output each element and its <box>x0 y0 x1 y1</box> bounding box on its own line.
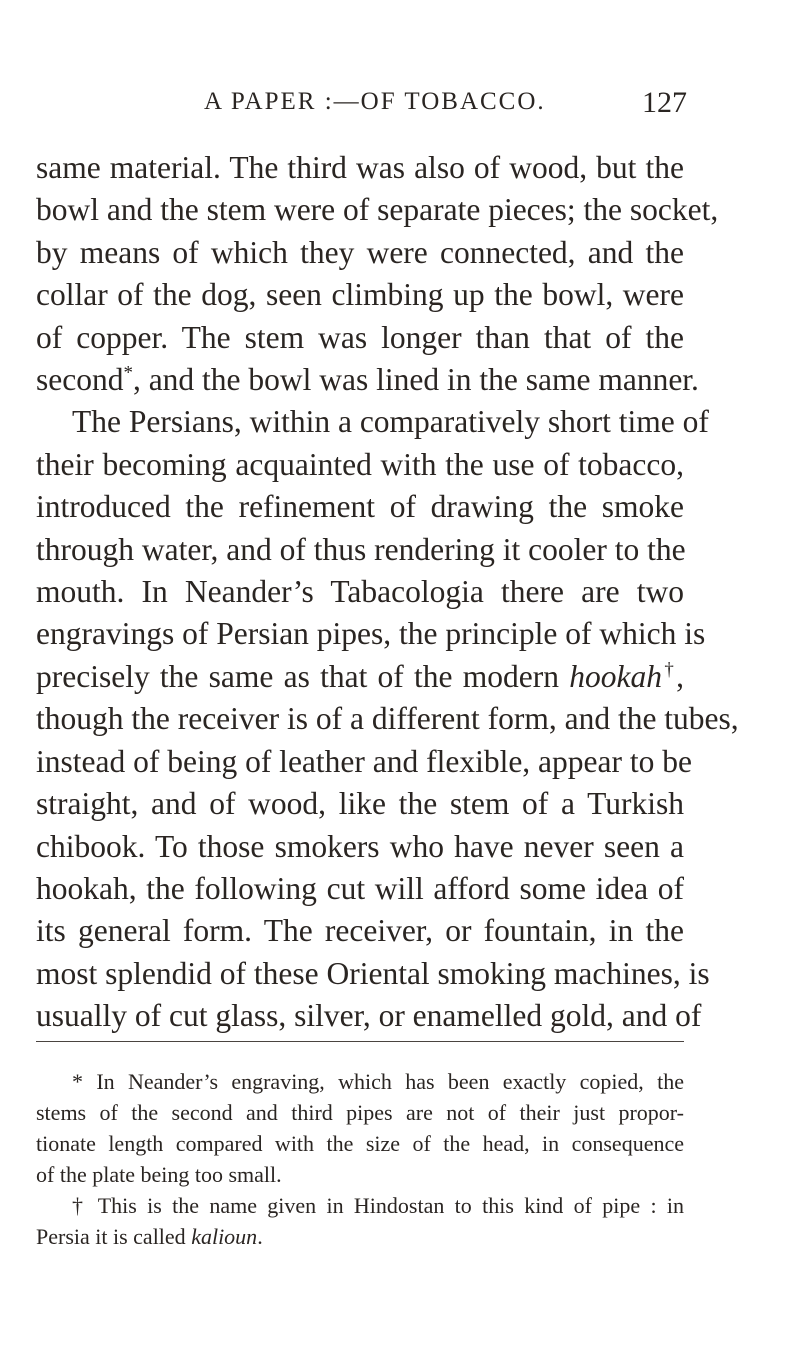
text-line: its general form. The receiver, or fountain, in the <box>36 913 684 949</box>
text-line: engravings of Persian pipes, the principle of which is <box>36 616 706 652</box>
text-line: hookah, the following cut will afford some idea of <box>36 870 684 906</box>
text-line: straight, and of wood, like the stem of a Turkish <box>36 786 684 822</box>
text-line <box>36 656 684 698</box>
text-line: mouth. In Neander’s Tabacologia there are two <box>36 574 684 610</box>
footnotes <box>36 1066 684 1252</box>
text-line: instead of being of leather and flexible, appear to be <box>36 743 692 779</box>
text-line <box>36 359 699 401</box>
footnote-divider <box>36 1041 684 1042</box>
text-fragment: , and the bowl was lined in the same manner. <box>132 362 699 398</box>
italic-term: hookah <box>569 658 662 694</box>
footnote-line: of the plate being too small. <box>36 1162 282 1187</box>
text-line: collar of the dog, seen climbing up the bowl, were <box>36 277 684 313</box>
footnote-line: * In Neander’s engraving, which has been exactly copied, the <box>72 1069 684 1094</box>
footnote-ref-1: * <box>123 362 133 384</box>
text-line: bowl and the stem were of separate pieces; the socket, <box>36 192 719 228</box>
body-text <box>36 147 739 1038</box>
text-line: their becoming acquainted with the use of tobacco, <box>36 446 684 482</box>
page-number: 127 <box>642 86 687 119</box>
text-line: most splendid of these Oriental smoking machines, is <box>36 955 710 991</box>
text-line: of copper. The stem was longer than that of the <box>36 319 684 355</box>
text-line: chibook. To those smokers who have never seen a <box>36 828 684 864</box>
footnote-line <box>36 1221 684 1252</box>
text-line: though the receiver is of a different form, and the tubes, <box>36 701 739 737</box>
text-line: usually of cut glass, silver, or enamelled gold, and of <box>36 998 702 1034</box>
text-line: by means of which they were connected, and the <box>36 234 684 270</box>
running-head: A PAPER :—OF TOBACCO. <box>204 88 546 115</box>
footnote-line: † This is the name given in Hindostan to this kind of pipe : in <box>72 1193 684 1218</box>
footnote-line: tionate length compared with the size of the head, in consequence <box>36 1131 684 1156</box>
text-line: introduced the refinement of drawing the smoke <box>36 489 684 525</box>
text-fragment: . <box>257 1224 263 1249</box>
text-fragment: precisely the same as that of the modern <box>36 658 570 694</box>
text-line: same material. The third was also of wood, but the <box>36 150 684 185</box>
text-fragment: , <box>676 658 684 694</box>
text-fragment: second <box>36 362 124 398</box>
footnote-ref-2: † <box>661 659 677 681</box>
text-fragment: Persia it is called <box>36 1224 192 1249</box>
footnote-line: stems of the second and third pipes are not of their just propor- <box>36 1100 684 1125</box>
text-line: through water, and of thus rendering it cooler to the <box>36 531 686 567</box>
text-line: The Persians, within a comparatively short time of <box>72 404 709 440</box>
italic-term: kalioun <box>191 1224 258 1249</box>
